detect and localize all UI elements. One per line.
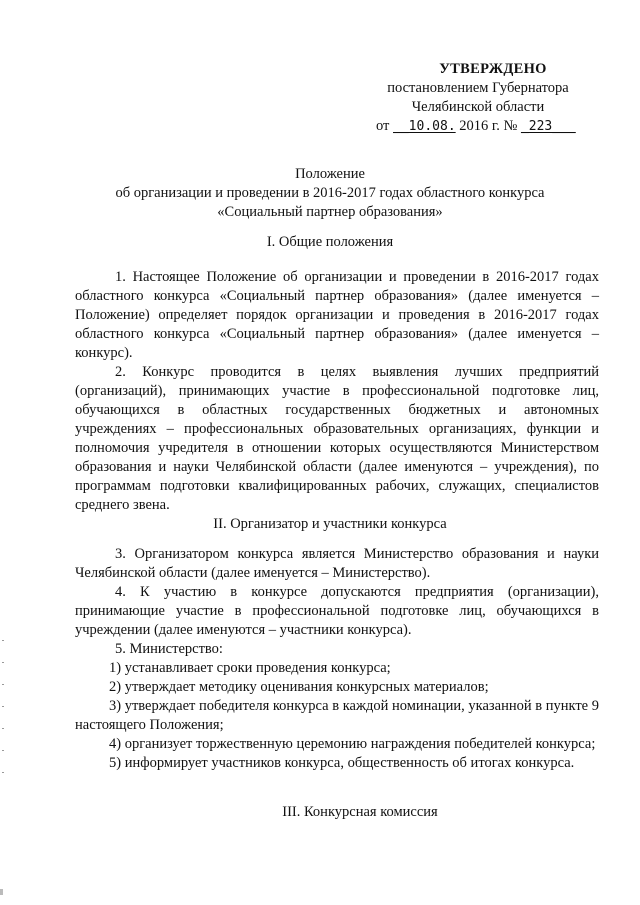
- title-line-1: Положение: [295, 166, 365, 182]
- list-item: 1) устанавливает сроки проведения конкурса;: [109, 660, 391, 676]
- approval-line-1: постановлением Губернатора: [387, 80, 569, 96]
- paragraph: 2. Конкурс проводится в целях выявления лучших предприятий (организаций), принимающих участие в профессиональной подготовке лиц, обучающихся в областных государственных бюджетных и автономных учреждениях – профессиональных образовательных организациях, функции и полномочия учредителя в отношении которых осуществляются Министерством образования и науки Челябинской области (далее именуются – учреждения), по программам подготовки квалифицированных рабочих, служащих, специалистов среднего звена.: [75, 364, 599, 513]
- section-1-body: [75, 268, 599, 515]
- section-2-body: [75, 545, 599, 773]
- title-line-2: об организации и проведении в 2016-2017 годах областного конкурса: [115, 185, 545, 201]
- section-heading-3: III. Конкурсная комиссия: [282, 804, 438, 820]
- approval-date-line: от __10.08. 2016 г. № _223___: [376, 118, 576, 134]
- paragraph: 3. Организатором конкурса является Министерство образования и науки Челябинской области (далее именуется – Министерство).: [75, 546, 599, 581]
- list-item: 4) организует торжественную церемонию награждения победителей конкурса;: [109, 736, 596, 752]
- approval-stamp: [368, 60, 588, 136]
- approval-date: __10.08.: [393, 119, 456, 134]
- paragraph: 4. К участию в конкурсе допускаются предприятия (организации), принимающие участие в профессиональной подготовке лиц, обучающихся в учреждении (далее именуются – участники конкурса).: [75, 584, 599, 638]
- list-item: 2) утверждает методику оценивания конкурсных материалов;: [109, 679, 489, 695]
- approval-title: УТВЕРЖДЕНО: [439, 61, 547, 77]
- document-title: [60, 165, 600, 222]
- scan-edge-mark: [0, 889, 3, 895]
- paragraph: 5. Министерство:: [115, 641, 223, 657]
- approval-number: _223___: [520, 119, 576, 134]
- section-heading-1: I. Общие положения: [266, 234, 394, 250]
- list-item: 5) информирует участников конкурса, общественность об итогах конкурса.: [109, 755, 575, 771]
- title-line-3: «Социальный партнер образования»: [217, 204, 443, 220]
- scan-margin-marks: [2, 640, 4, 780]
- approval-line-2: Челябинской области: [411, 99, 545, 115]
- list-item: 3) утверждает победителя конкурса в каждой номинации, указанной в пункте 9 настоящего Положения;: [75, 698, 599, 733]
- paragraph: 1. Настоящее Положение об организации и проведении в 2016-2017 годах областного конкурса «Социальный партнер образования» (далее именуется – Положение) определяет порядок организации и проведения в 2016-2017 годах областного конкурса «Социальный партнер образования» (далее именуется – конкурс).: [75, 269, 599, 361]
- section-heading-2: II. Организатор и участники конкурса: [213, 516, 447, 532]
